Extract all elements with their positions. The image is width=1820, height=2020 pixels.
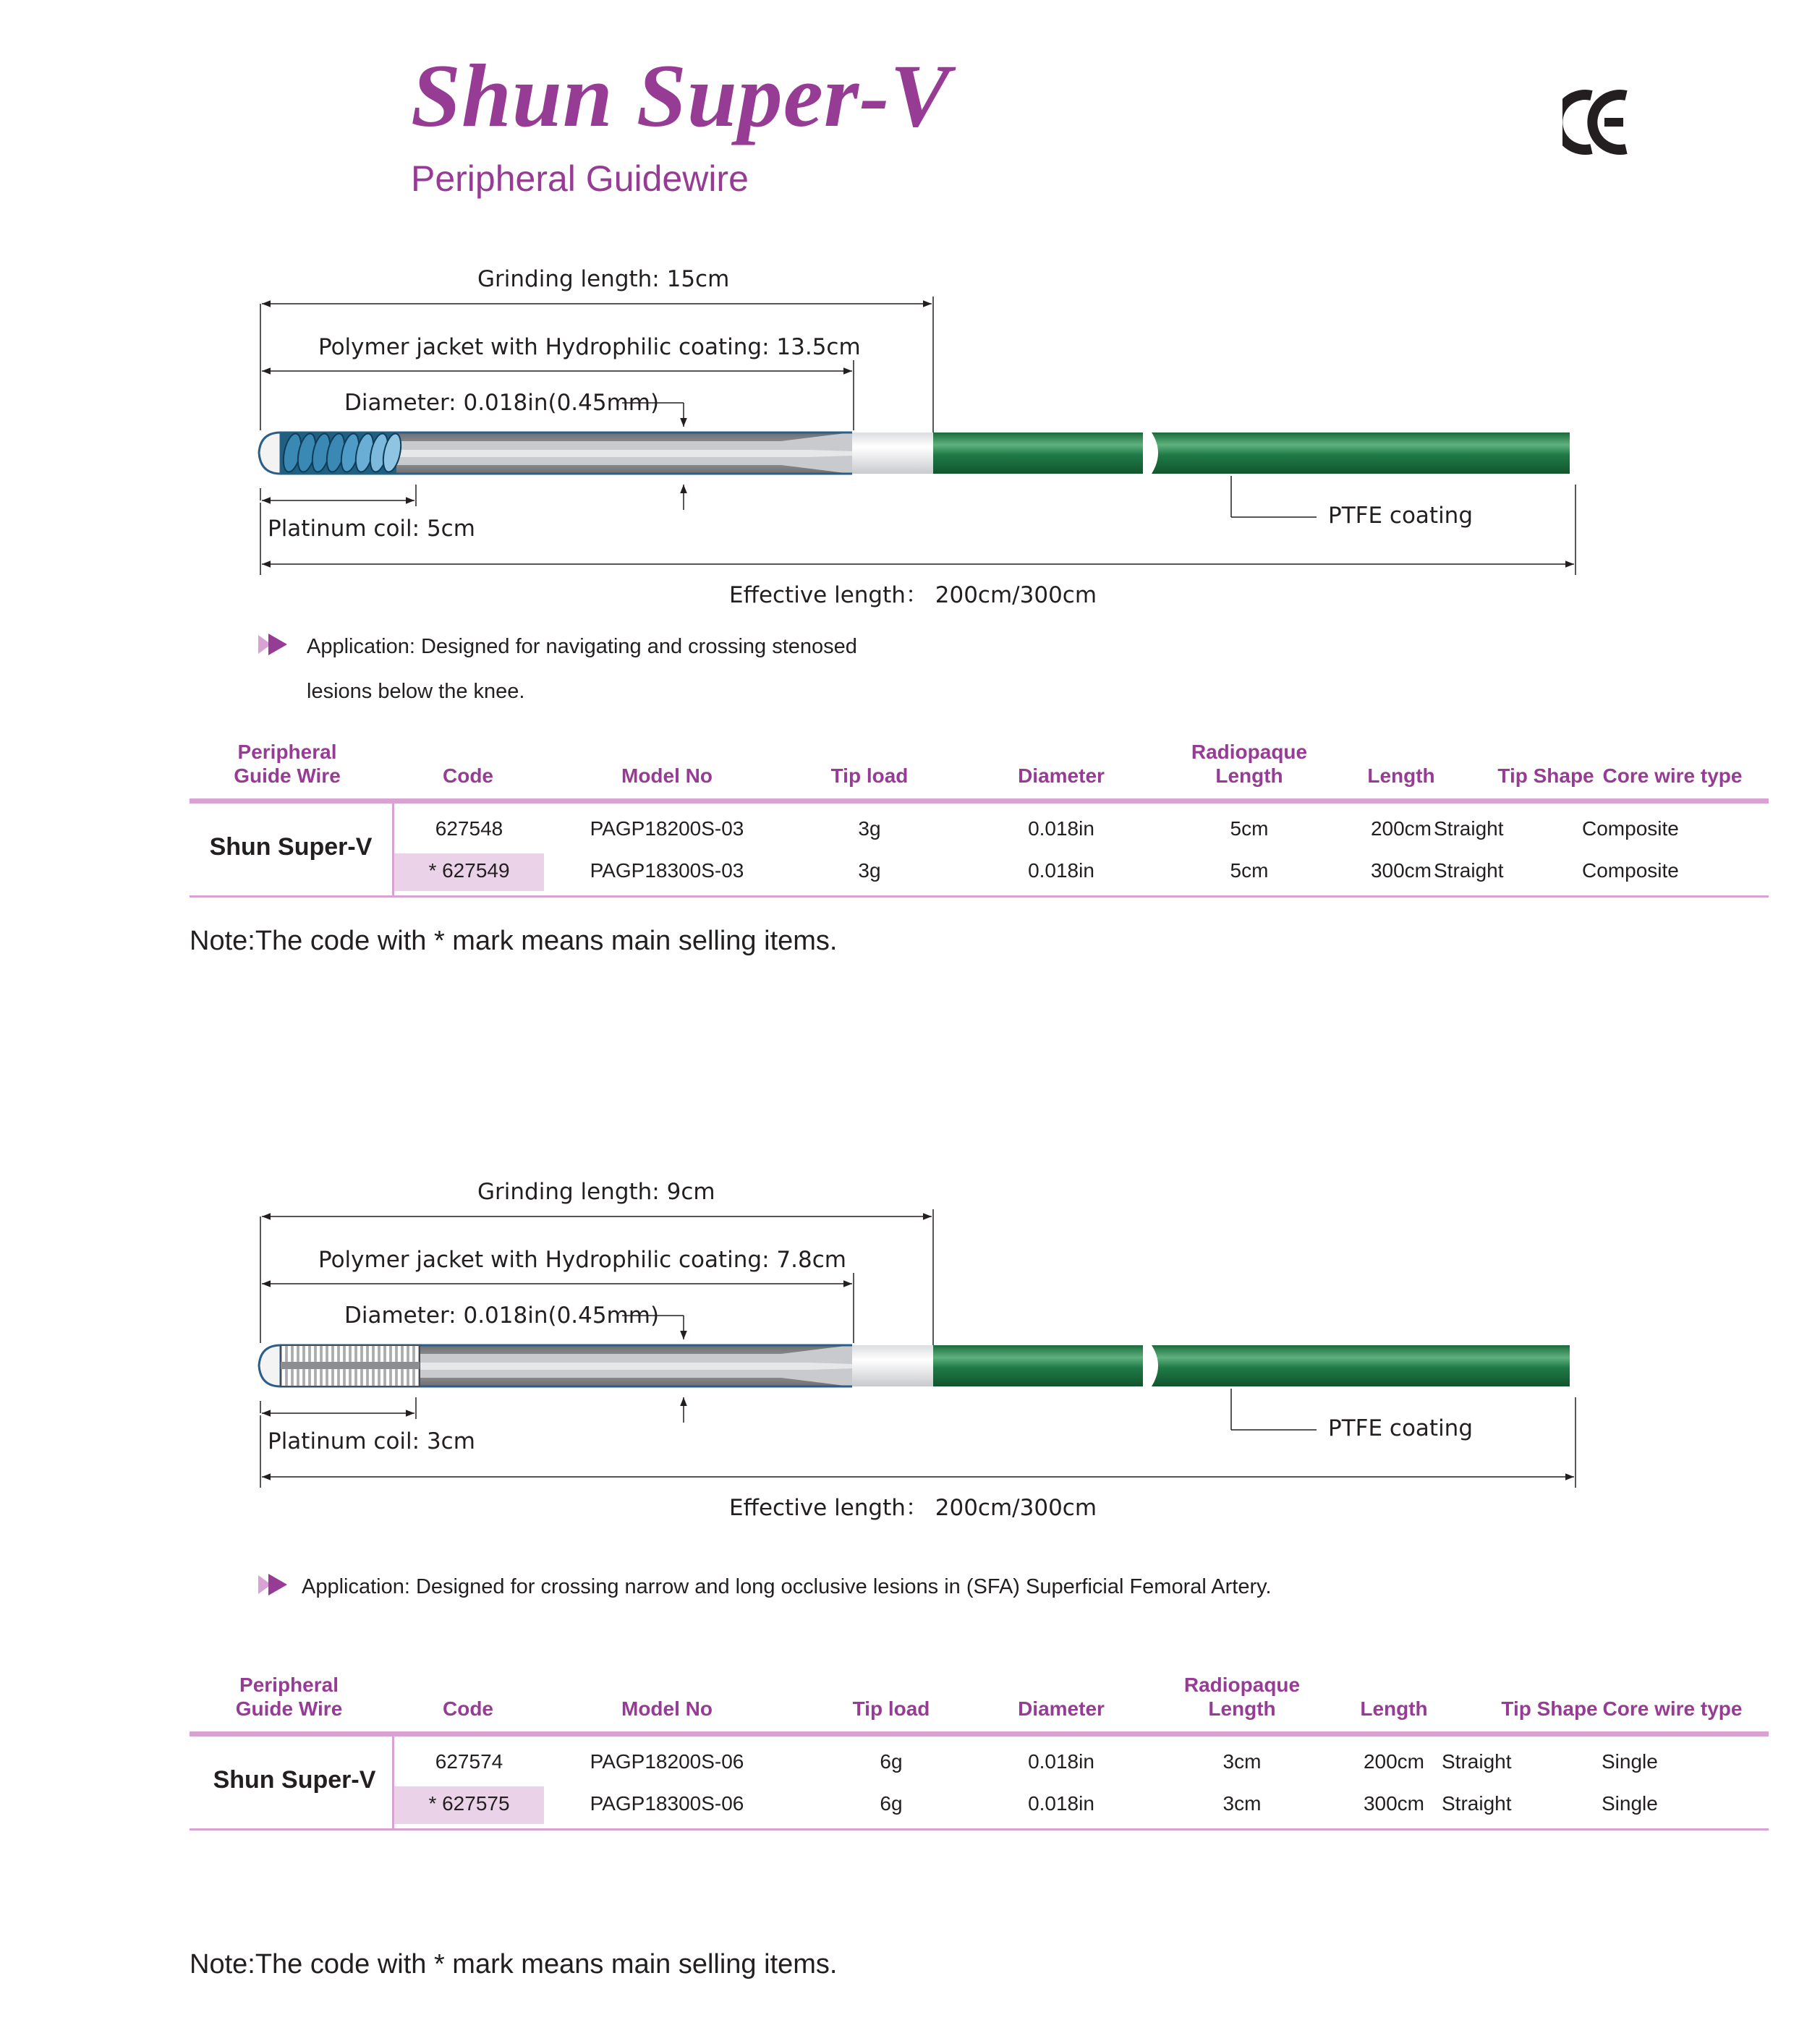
product-name: Shun Super-V <box>209 833 373 861</box>
product-name: Shun Super-V <box>213 1766 376 1794</box>
cell-tip-shape: Straight <box>1442 1792 1512 1815</box>
col-header-code: Code <box>443 764 493 787</box>
cell-tip-load: 6g <box>880 1792 903 1815</box>
cell-core-wire: Composite <box>1582 817 1679 840</box>
cell-tip-shape: Straight <box>1434 817 1504 840</box>
note-text: Note:The code with * mark means main selling items. <box>190 1949 838 1979</box>
brand-title: Shun Super-V <box>411 46 951 145</box>
cell-code: 627574 <box>435 1750 503 1773</box>
cell-core-wire: Single <box>1602 1792 1658 1815</box>
arrow-bullet-icon <box>258 634 289 655</box>
arrow-bullet-icon <box>258 1574 289 1595</box>
col-header-core-wire: Core wire type <box>1602 1697 1743 1720</box>
cell-length: 200cm <box>1363 1750 1425 1773</box>
cell-radiopaque: 3cm <box>1222 1792 1262 1815</box>
col-header-tip-load: Tip load <box>852 1697 930 1720</box>
cell-diameter: 0.018in <box>1028 859 1094 882</box>
cell-code: * 627549 <box>428 859 510 882</box>
col-header-model: Model No <box>621 764 713 787</box>
ptfe-coating-label: PTFE coating <box>1328 1415 1474 1441</box>
cell-diameter: 0.018in <box>1028 1792 1094 1815</box>
cell-tip-load: 6g <box>880 1750 903 1773</box>
cell-length: 200cm <box>1370 817 1432 840</box>
col-header-product: Peripheral Guide Wire <box>235 1674 343 1720</box>
platinum-coil-label: Platinum coil: 3cm <box>268 1428 475 1454</box>
table-bottom-rule <box>190 895 1769 898</box>
ce-mark-icon <box>1562 90 1632 155</box>
cell-model: PAGP18300S-06 <box>590 1792 744 1815</box>
silver-coil-icon <box>281 1345 420 1386</box>
grinding-length-label: Grinding length: 15cm <box>477 266 730 292</box>
cell-core-wire: Composite <box>1582 859 1679 882</box>
col-header-length: Length <box>1367 764 1435 787</box>
diameter-label: Diameter: 0.018in(0.45mm) <box>344 390 660 416</box>
col-header-diameter: Diameter <box>1018 1697 1105 1720</box>
cell-model: PAGP18300S-03 <box>590 859 744 882</box>
cell-tip-shape: Straight <box>1434 859 1504 882</box>
table-top-rule <box>190 798 1769 804</box>
col-header-radiopaque: Radiopaque Length <box>1191 741 1308 787</box>
cell-diameter: 0.018in <box>1028 817 1094 840</box>
cell-tip-shape: Straight <box>1442 1750 1512 1773</box>
application-text-line1: Application: Designed for crossing narrow and long occlusive lesions in (SFA) Superficial Femoral Artery. <box>302 1575 1272 1598</box>
col-header-diameter: Diameter <box>1018 764 1105 787</box>
cell-tip-load: 3g <box>858 859 881 882</box>
table-bottom-rule <box>190 1828 1769 1831</box>
cell-radiopaque: 3cm <box>1222 1750 1262 1773</box>
col-header-product: Peripheral Guide Wire <box>234 741 341 787</box>
cell-code: 627548 <box>435 817 503 840</box>
spec-table-1 <box>190 738 1769 900</box>
cell-code: * 627575 <box>428 1792 510 1815</box>
cell-length: 300cm <box>1363 1792 1425 1815</box>
col-header-code: Code <box>443 1697 493 1720</box>
application-text-line2: lesions below the knee. <box>307 680 525 703</box>
col-header-tip-load: Tip load <box>830 764 909 787</box>
note-text: Note:The code with * mark means main selling items. <box>190 926 838 956</box>
brand-subtitle: Peripheral Guidewire <box>411 158 749 199</box>
ptfe-coating-label: PTFE coating <box>1328 503 1474 529</box>
application-text-line1: Application: Designed for navigating and crossing stenosed <box>307 635 857 658</box>
cell-model: PAGP18200S-03 <box>590 817 744 840</box>
col-header-tip-shape: Tip Shape <box>1501 1697 1598 1720</box>
platinum-coil-label: Platinum coil: 5cm <box>268 516 475 542</box>
cell-radiopaque: 5cm <box>1230 859 1269 882</box>
cell-diameter: 0.018in <box>1028 1750 1094 1773</box>
effective-length-label: Effective length： 200cm/300cm <box>729 1495 1097 1521</box>
cell-core-wire: Single <box>1602 1750 1658 1773</box>
col-header-model: Model No <box>621 1697 713 1720</box>
table-top-rule <box>190 1731 1769 1736</box>
col-header-tip-shape: Tip Shape <box>1497 764 1594 787</box>
cell-model: PAGP18200S-06 <box>590 1750 744 1773</box>
cell-tip-load: 3g <box>858 817 881 840</box>
polymer-jacket-label: Polymer jacket with Hydrophilic coating: 7.8cm <box>318 1247 846 1273</box>
polymer-jacket-label: Polymer jacket with Hydrophilic coating: 13.5cm <box>318 334 861 360</box>
spec-table-2 <box>190 1671 1769 1833</box>
blue-coil-icon <box>281 432 404 474</box>
effective-length-label: Effective length： 200cm/300cm <box>729 582 1097 608</box>
col-header-length: Length <box>1360 1697 1428 1720</box>
cell-length: 300cm <box>1370 859 1432 882</box>
diameter-label: Diameter: 0.018in(0.45mm) <box>344 1303 660 1329</box>
grinding-length-label: Grinding length: 9cm <box>477 1179 715 1205</box>
cell-radiopaque: 5cm <box>1230 817 1269 840</box>
col-header-core-wire: Core wire type <box>1602 764 1743 787</box>
col-header-radiopaque: Radiopaque Length <box>1183 1674 1301 1720</box>
